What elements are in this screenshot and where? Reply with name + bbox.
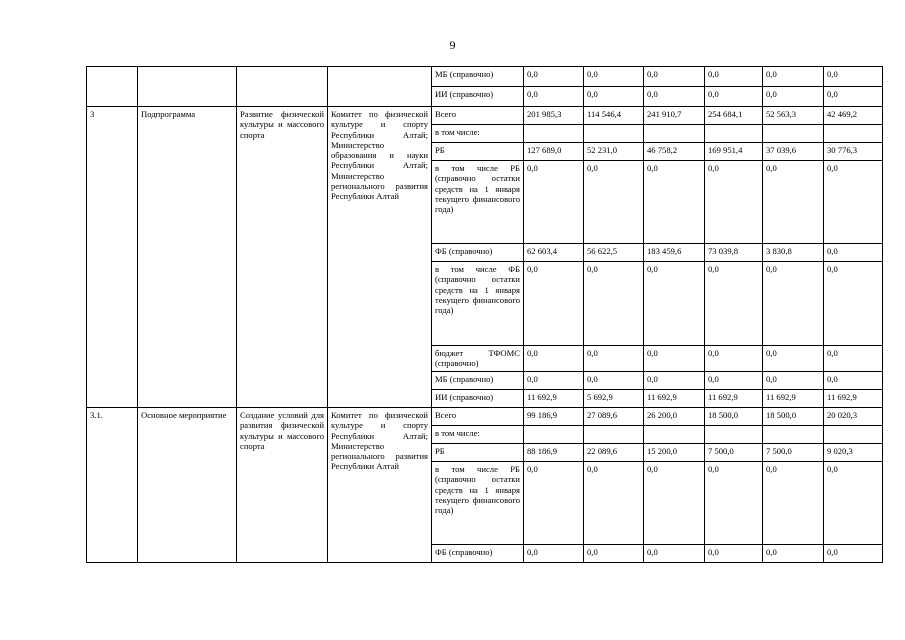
- cell-executor: [328, 67, 432, 107]
- cell-value: 52 231,0: [584, 143, 644, 161]
- cell-value: 0,0: [763, 372, 824, 390]
- cell-value: 0,0: [824, 346, 883, 372]
- cell-value: 11 692,9: [705, 390, 763, 408]
- cell-value: 0,0: [584, 87, 644, 107]
- cell-value: 0,0: [824, 87, 883, 107]
- cell-source: Всего: [432, 107, 524, 125]
- cell-value: [524, 125, 584, 143]
- cell-value: 169 951,4: [705, 143, 763, 161]
- cell-executor: Комитет по физической культуре и спорту Республики Алтай; Министерство регионального развития Республики Алтай: [328, 408, 432, 563]
- cell-value: 0,0: [524, 372, 584, 390]
- cell-num: 3: [87, 107, 138, 408]
- cell-name: Создание условий для развития физической культуры и массового спорта: [237, 408, 328, 563]
- cell-value: 0,0: [524, 462, 584, 545]
- cell-value: 0,0: [524, 161, 584, 244]
- cell-value: 73 039,8: [705, 244, 763, 262]
- cell-source: МБ (справочно): [432, 67, 524, 87]
- cell-type: [138, 67, 237, 107]
- cell-value: 0,0: [824, 372, 883, 390]
- cell-value: 62 603,4: [524, 244, 584, 262]
- cell-value: [644, 125, 705, 143]
- cell-value: 0,0: [763, 67, 824, 87]
- cell-value: 0,0: [644, 67, 705, 87]
- cell-source: в том числе:: [432, 426, 524, 444]
- cell-value: [705, 125, 763, 143]
- cell-value: 201 985,3: [524, 107, 584, 125]
- cell-value: 52 563,3: [763, 107, 824, 125]
- cell-value: 9 020,3: [824, 444, 883, 462]
- cell-value: 0,0: [763, 545, 824, 563]
- cell-value: 0,0: [705, 161, 763, 244]
- cell-value: 0,0: [824, 161, 883, 244]
- cell-value: 99 186,9: [524, 408, 584, 426]
- cell-value: [705, 426, 763, 444]
- cell-value: 0,0: [763, 262, 824, 346]
- cell-value: 241 910,7: [644, 107, 705, 125]
- cell-value: [824, 426, 883, 444]
- cell-name: Развитие физической культуры и массового спорта: [237, 107, 328, 408]
- cell-value: 30 776,3: [824, 143, 883, 161]
- cell-value: 0,0: [824, 244, 883, 262]
- cell-value: [524, 426, 584, 444]
- cell-value: 0,0: [644, 346, 705, 372]
- cell-value: 0,0: [824, 462, 883, 545]
- cell-value: 183 459,6: [644, 244, 705, 262]
- cell-value: 18 500,0: [763, 408, 824, 426]
- cell-value: [763, 426, 824, 444]
- cell-value: 0,0: [705, 346, 763, 372]
- cell-value: 0,0: [524, 67, 584, 87]
- cell-source: ИИ (справочно): [432, 390, 524, 408]
- cell-value: 0,0: [705, 262, 763, 346]
- cell-value: 254 684,1: [705, 107, 763, 125]
- table-row: [87, 67, 883, 87]
- cell-source: ФБ (справочно): [432, 244, 524, 262]
- table-row: [87, 408, 883, 426]
- cell-value: 46 758,2: [644, 143, 705, 161]
- cell-value: 15 200,0: [644, 444, 705, 462]
- cell-value: 27 089,6: [584, 408, 644, 426]
- cell-source: РБ: [432, 143, 524, 161]
- cell-value: 0,0: [584, 67, 644, 87]
- cell-value: 0,0: [763, 462, 824, 545]
- cell-value: 0,0: [644, 372, 705, 390]
- cell-value: [584, 426, 644, 444]
- cell-value: 42 469,2: [824, 107, 883, 125]
- cell-value: 0,0: [584, 262, 644, 346]
- cell-value: 0,0: [524, 262, 584, 346]
- cell-value: 0,0: [524, 87, 584, 107]
- cell-value: 11 692,9: [644, 390, 705, 408]
- cell-source: ИИ (справочно): [432, 87, 524, 107]
- cell-value: 37 039,6: [763, 143, 824, 161]
- cell-value: 0,0: [763, 87, 824, 107]
- cell-value: 0,0: [705, 372, 763, 390]
- cell-value: 7 500,0: [705, 444, 763, 462]
- cell-value: [763, 125, 824, 143]
- cell-value: 0,0: [824, 262, 883, 346]
- cell-value: 127 689,0: [524, 143, 584, 161]
- cell-value: 0,0: [584, 545, 644, 563]
- cell-value: 20 020,3: [824, 408, 883, 426]
- cell-value: 0,0: [705, 67, 763, 87]
- cell-value: 0,0: [705, 87, 763, 107]
- cell-source: ФБ (справочно): [432, 545, 524, 563]
- cell-value: 0,0: [584, 372, 644, 390]
- cell-value: 11 692,9: [524, 390, 584, 408]
- cell-num: [87, 67, 138, 107]
- cell-value: [584, 125, 644, 143]
- cell-value: 114 546,4: [584, 107, 644, 125]
- cell-source: в том числе РБ (справочно остатки средств на 1 января текущего финансового года): [432, 462, 524, 545]
- cell-value: 0,0: [644, 545, 705, 563]
- cell-value: 22 089,6: [584, 444, 644, 462]
- cell-value: 0,0: [644, 87, 705, 107]
- table-row: [87, 107, 883, 125]
- cell-executor: Комитет по физической культуре и спорту Республики Алтай; Министерство образования и науки Республики Алтай; Министерство регионального развития Республики Алтай: [328, 107, 432, 408]
- cell-value: [644, 426, 705, 444]
- cell-value: 5 692,9: [584, 390, 644, 408]
- budget-table: [86, 66, 883, 563]
- cell-value: 0,0: [705, 545, 763, 563]
- cell-value: 26 200,0: [644, 408, 705, 426]
- cell-source: МБ (справочно): [432, 372, 524, 390]
- cell-value: 11 692,9: [763, 390, 824, 408]
- cell-value: 0,0: [584, 462, 644, 545]
- cell-source: бюджет ТФОМС (справочно): [432, 346, 524, 372]
- cell-value: 0,0: [524, 545, 584, 563]
- cell-value: 0,0: [524, 346, 584, 372]
- cell-source: Всего: [432, 408, 524, 426]
- cell-value: 0,0: [824, 67, 883, 87]
- cell-name: [237, 67, 328, 107]
- page-number: 9: [449, 38, 456, 52]
- cell-value: 0,0: [584, 161, 644, 244]
- cell-type: Подпрограмма: [138, 107, 237, 408]
- cell-value: [824, 125, 883, 143]
- cell-source: в том числе ФБ (справочно остатки средств на 1 января текущего финансового года): [432, 262, 524, 346]
- cell-value: 0,0: [584, 346, 644, 372]
- cell-value: 11 692,9: [824, 390, 883, 408]
- cell-value: 7 500,0: [763, 444, 824, 462]
- cell-source: в том числе:: [432, 125, 524, 143]
- cell-value: 0,0: [644, 161, 705, 244]
- cell-value: 0,0: [763, 161, 824, 244]
- cell-value: 3 830,8: [763, 244, 824, 262]
- cell-value: 88 186,9: [524, 444, 584, 462]
- cell-value: 56 622,5: [584, 244, 644, 262]
- cell-value: 0,0: [644, 262, 705, 346]
- cell-type: Основное мероприятие: [138, 408, 237, 563]
- cell-source: РБ: [432, 444, 524, 462]
- cell-num: 3.1.: [87, 408, 138, 563]
- cell-source: в том числе РБ (справочно остатки средств на 1 января текущего финансового года): [432, 161, 524, 244]
- cell-value: 0,0: [644, 462, 705, 545]
- cell-value: 0,0: [705, 462, 763, 545]
- cell-value: 0,0: [824, 545, 883, 563]
- cell-value: 0,0: [763, 346, 824, 372]
- cell-value: 18 500,0: [705, 408, 763, 426]
